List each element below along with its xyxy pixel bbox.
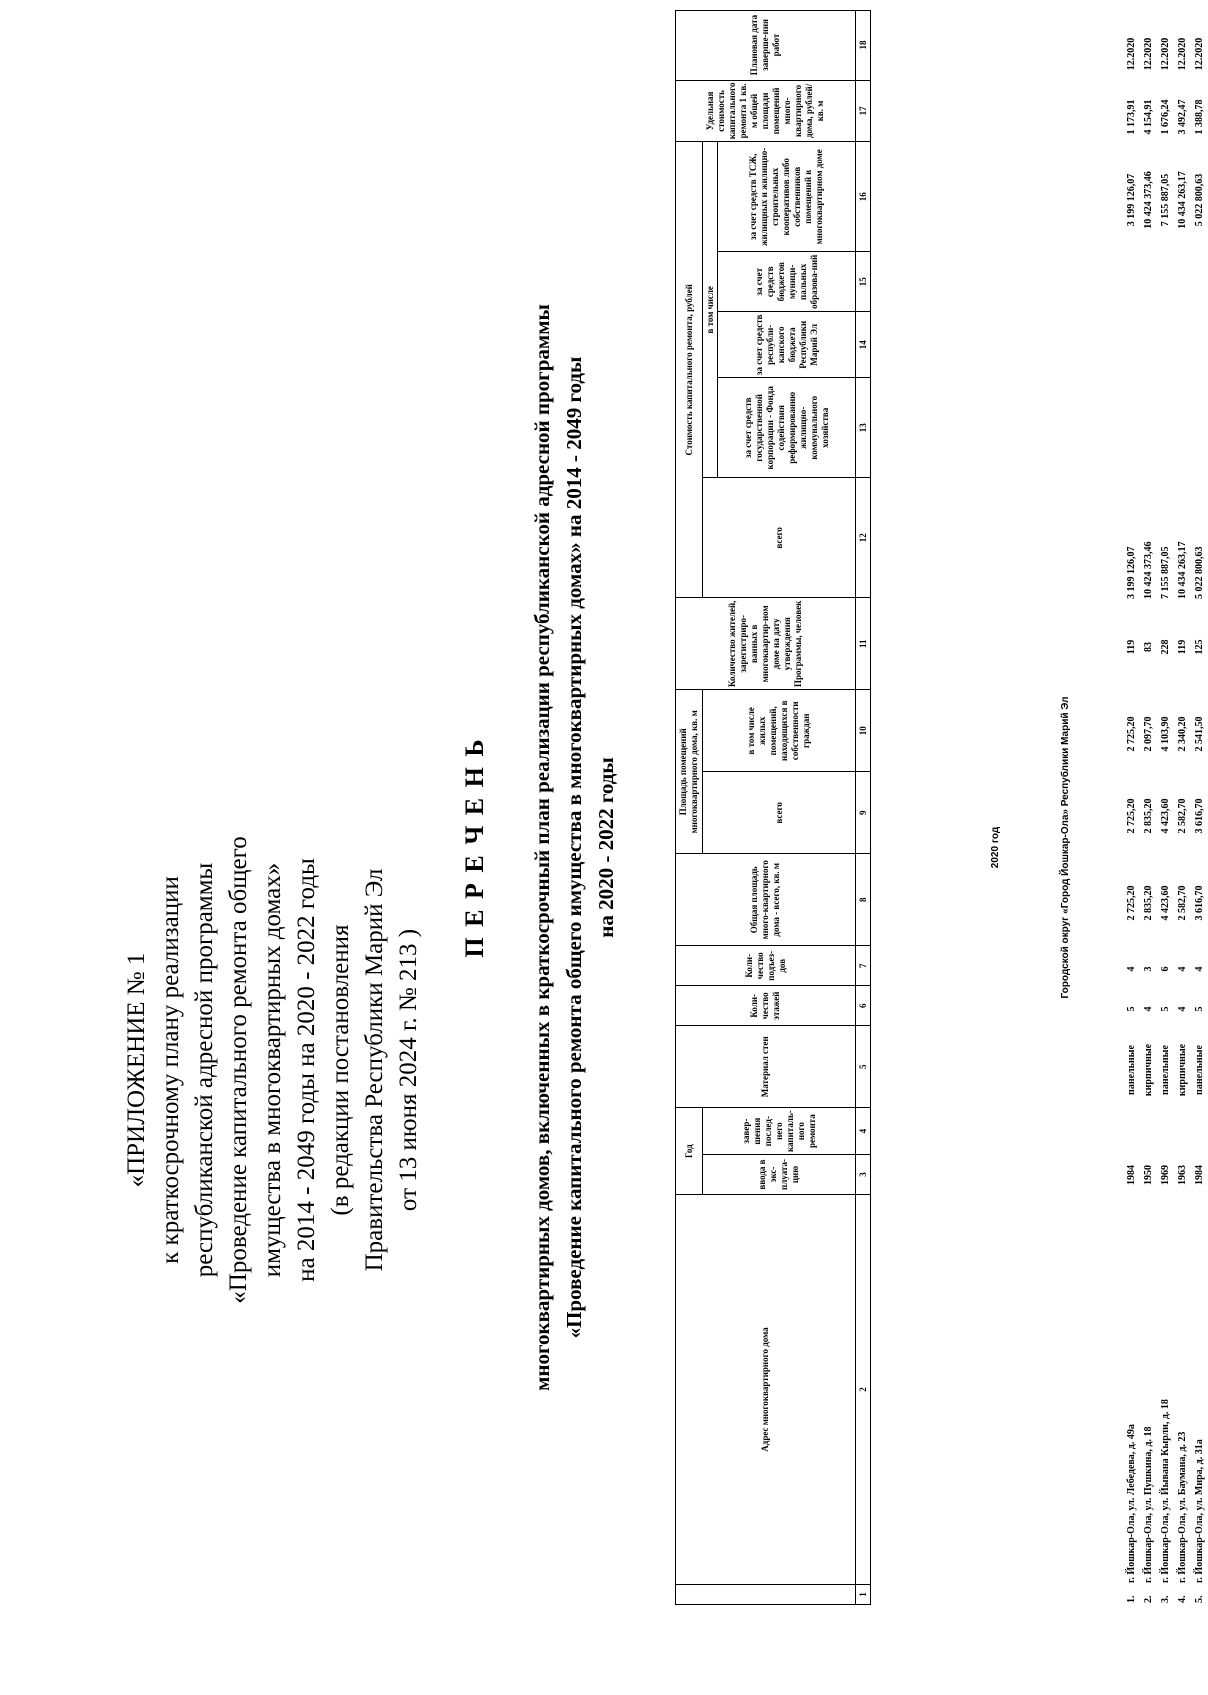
- column-number: 6: [856, 986, 871, 1026]
- empty-cell: [1140, 381, 1157, 481]
- appendix-line: (в редакции постановления: [327, 924, 354, 1216]
- empty-cell: [1157, 1111, 1174, 1155]
- header-cost: Стоимость капитального ремонта, рублей: [676, 142, 703, 598]
- planned-date-cell: 12.2020: [1160, 37, 1171, 71]
- column-number: 11: [856, 598, 871, 690]
- empty-cell: [1140, 1111, 1157, 1155]
- header-year-commission: ввода в экс-плуата-цию: [703, 1155, 856, 1195]
- total-area-cell: 2 835,20: [1143, 885, 1154, 921]
- column-number: 15: [856, 252, 871, 312]
- appendix-line: «Проведение капитального ремонта общего: [225, 836, 252, 1304]
- column-number: 13: [856, 378, 871, 478]
- appendix-line: «ПРИЛОЖЕНИЕ № 1: [123, 952, 150, 1188]
- column-number: 9: [856, 772, 871, 854]
- empty-cell: [1191, 1111, 1208, 1155]
- column-number: 12: [856, 478, 871, 598]
- table-row: [1123, 19, 1140, 1605]
- planned-date-cell: 12.2020: [1143, 37, 1154, 71]
- unit-cost-cell: 1 173,91: [1126, 99, 1137, 135]
- header-cost-total: всего: [703, 478, 856, 598]
- header-year: Год: [676, 1108, 703, 1195]
- empty-cell: [1191, 315, 1208, 381]
- entrances-cell: 3: [1143, 966, 1154, 972]
- total-area-cell: 2 725,20: [1126, 885, 1137, 921]
- unit-cost-cell: 3 492,47: [1177, 99, 1188, 135]
- entrances-cell: 4: [1126, 966, 1137, 972]
- appendix-line: Правительства Республики Марий Эл: [361, 868, 388, 1272]
- planned-date-cell: 12.2020: [1177, 37, 1188, 71]
- cost-owners-cell: 10 434 263,17: [1177, 171, 1188, 229]
- unit-cost-cell: 1 388,78: [1194, 99, 1205, 135]
- column-number: 10: [856, 690, 871, 772]
- address-cell: г. Йошкар-Ола, ул. Йывана Кырли, д. 18: [1160, 1399, 1171, 1583]
- cost-owners-cell: 3 199 126,07: [1126, 173, 1137, 227]
- total-area-cell: 4 423,60: [1160, 885, 1171, 921]
- header-cost-republic: за счет средств республи-канского бюджета Республики Марий Эл: [718, 312, 856, 378]
- column-number: 18: [856, 10, 871, 80]
- header-planned-date: Плановая дата заверше-ния работ: [676, 10, 856, 80]
- address-cell: г. Йошкар-Ола, ул. Баумана, д. 23: [1177, 1431, 1188, 1583]
- cost-total-cell: 10 434 263,17: [1177, 541, 1188, 599]
- section-year: 2020 год: [990, 826, 1001, 869]
- data-table: [1123, 19, 1208, 1605]
- cost-owners-cell: 5 022 800,63: [1194, 173, 1205, 227]
- premises-citizens-cell: 2 725,20: [1126, 716, 1137, 752]
- document-title-line: на 2020 - 2022 годы: [594, 757, 618, 938]
- table-row: [1174, 19, 1191, 1605]
- address-cell: г. Йошкар-Ола, ул. Мира, д. 31а: [1194, 1439, 1205, 1583]
- header-floors: Коли-чество этажей: [676, 986, 856, 1026]
- residents-cell: 125: [1194, 639, 1205, 655]
- year-cell: 1950: [1143, 1165, 1154, 1185]
- empty-cell: [1174, 381, 1191, 481]
- empty-cell: [1123, 315, 1140, 381]
- column-number: 7: [856, 946, 871, 986]
- empty-cell: [1123, 1111, 1140, 1155]
- year-cell: 1984: [1126, 1165, 1137, 1185]
- appendix-line: республиканской адресной программы: [191, 862, 218, 1278]
- header-empty: [676, 1585, 856, 1605]
- premises-total-cell: 4 423,60: [1160, 798, 1171, 834]
- empty-cell: [1174, 315, 1191, 381]
- header-premises-area: Площадь помещений многоквартирного дома, кв. м: [676, 690, 703, 854]
- table-row: [1140, 19, 1157, 1605]
- column-number: 17: [856, 80, 871, 142]
- header-premises-citizens: в том числе жилых помещений, находящихся в собственности граждан: [703, 690, 856, 772]
- appendix-line: от 13 июня 2024 г. № 213 ): [395, 928, 422, 1212]
- premises-total-cell: 3 616,70: [1194, 798, 1205, 834]
- empty-cell: [1157, 315, 1174, 381]
- floors-cell: 4: [1143, 1006, 1154, 1012]
- unit-cost-cell: 1 676,24: [1160, 99, 1171, 135]
- document-heading: П Е Р Е Ч Е Н Ь: [460, 737, 489, 958]
- header-premises-total: всего: [703, 772, 856, 854]
- premises-citizens-cell: 4 103,90: [1160, 716, 1171, 752]
- premises-total-cell: 2 725,20: [1126, 798, 1137, 834]
- total-area-cell: 3 616,70: [1194, 885, 1205, 921]
- material-cell: панельные: [1160, 1045, 1171, 1095]
- empty-cell: [1140, 255, 1157, 315]
- empty-cell: [1123, 381, 1140, 481]
- row-number: 3.: [1160, 1595, 1171, 1603]
- header-residents: Количество жителей, зарегистриро-ванных в многоквартир-ном доме на дату утверждения Программы, человек: [676, 598, 856, 690]
- empty-cell: [1157, 381, 1174, 481]
- header-wall-material: Материал стен: [676, 1026, 856, 1108]
- header-cost-owners: за счет средств ТСЖ, жилищных и жилищно-строительных кооперативов либо собственников помещений в многоквартирном доме: [718, 142, 856, 252]
- header-year-last-repair: завер-шения послед-него капиталь-ного ремонта: [703, 1108, 856, 1155]
- appendix-line: к краткосрочному плану реализации: [157, 876, 184, 1264]
- header-table: [675, 10, 871, 1605]
- empty-cell: [1140, 315, 1157, 381]
- total-area-cell: 2 582,70: [1177, 885, 1188, 921]
- column-number: 8: [856, 854, 871, 946]
- column-number: 2: [856, 1195, 871, 1585]
- premises-citizens-cell: 2 097,70: [1143, 716, 1154, 752]
- row-number: 1.: [1126, 1595, 1137, 1603]
- cost-total-cell: 5 022 800,63: [1194, 546, 1205, 599]
- appendix-line: имущества в многоквартирных домах»: [259, 862, 286, 1278]
- empty-cell: [1174, 1111, 1191, 1155]
- row-number: 4.: [1177, 1595, 1188, 1603]
- entrances-cell: 4: [1194, 966, 1205, 972]
- header-address: Адрес многоквартирного дома: [676, 1195, 856, 1585]
- empty-cell: [1191, 255, 1208, 315]
- planned-date-cell: 12.2020: [1126, 37, 1137, 71]
- appendix-line: на 2014 - 2049 годы на 2020 - 2022 годы: [293, 858, 320, 1282]
- empty-cell: [1157, 255, 1174, 315]
- header-total-area: Общая площадь много-квартирного дома - всего, кв. м: [676, 854, 856, 946]
- floors-cell: 4: [1177, 1006, 1188, 1012]
- empty-cell: [1191, 381, 1208, 481]
- row-number: 2.: [1143, 1595, 1154, 1603]
- table-row: [1157, 19, 1174, 1605]
- premises-citizens-cell: 2 340,20: [1177, 716, 1188, 752]
- appendix-block: [120, 445, 426, 1695]
- section-municipality: Городской округ «Город Йошкар-Ола» Республики Марий Эл: [1060, 696, 1071, 999]
- cost-total-cell: 10 424 373,46: [1143, 541, 1154, 599]
- premises-total-cell: 2 582,70: [1177, 798, 1188, 834]
- entrances-cell: 4: [1177, 966, 1188, 972]
- floors-cell: 5: [1126, 1006, 1137, 1012]
- residents-cell: 83: [1143, 642, 1154, 652]
- material-cell: панельные: [1126, 1045, 1137, 1095]
- residents-cell: 119: [1177, 639, 1188, 655]
- material-cell: кирпичные: [1143, 1043, 1154, 1097]
- year-cell: 1963: [1177, 1165, 1188, 1185]
- cost-owners-cell: 7 155 887,05: [1160, 173, 1171, 227]
- cost-owners-cell: 10 424 373,46: [1143, 171, 1154, 229]
- material-cell: панельные: [1194, 1045, 1205, 1095]
- residents-cell: 228: [1160, 639, 1171, 655]
- address-cell: г. Йошкар-Ола, ул. Лебедева, д. 49а: [1126, 1424, 1137, 1583]
- header-entrances: Коли-чество подъез-дов: [676, 946, 856, 986]
- document-title-line: «Проведение капитального ремонта общего имущества в многоквартирных домах» на 2014 - 2049 годы: [562, 356, 586, 1339]
- empty-cell: [1123, 255, 1140, 315]
- table-row: [1191, 19, 1208, 1605]
- column-number: 4: [856, 1108, 871, 1155]
- planned-date-cell: 12.2020: [1194, 37, 1205, 71]
- entrances-cell: 6: [1160, 966, 1171, 972]
- floors-cell: 5: [1160, 1006, 1171, 1012]
- floors-cell: 5: [1194, 1006, 1205, 1012]
- premises-citizens-cell: 2 541,50: [1194, 716, 1205, 752]
- year-cell: 1984: [1194, 1165, 1205, 1185]
- row-number: 5.: [1194, 1595, 1205, 1603]
- address-cell: г. Йошкар-Ола, ул. Пушкина, д. 18: [1143, 1426, 1154, 1583]
- material-cell: кирпичные: [1177, 1043, 1188, 1097]
- premises-total-cell: 2 835,20: [1143, 798, 1154, 834]
- column-number: 5: [856, 1026, 871, 1108]
- residents-cell: 119: [1126, 639, 1137, 655]
- header-cost-including: в том числе: [703, 142, 718, 478]
- cost-total-cell: 3 199 126,07: [1126, 546, 1137, 599]
- column-number: 1: [856, 1585, 871, 1605]
- empty-cell: [1174, 255, 1191, 315]
- column-number: 16: [856, 142, 871, 252]
- header-unit-cost: Удельная стоимость капитального ремонта 1 кв. м общей площади помещений много-квартирного дома, рублей/кв. м: [676, 80, 856, 142]
- column-number: 3: [856, 1155, 871, 1195]
- unit-cost-cell: 4 154,91: [1143, 99, 1154, 135]
- cost-total-cell: 7 155 887,05: [1160, 546, 1171, 599]
- header-cost-fund: за счет средств государственной корпорации - Фонда содействия реформированию жилищно-коммунального хозяйства: [718, 378, 856, 478]
- year-cell: 1969: [1160, 1165, 1171, 1185]
- document-title-line: многоквартирных домов, включенных в краткосрочный план реализации республиканской адресной программы: [530, 304, 554, 1391]
- column-number: 14: [856, 312, 871, 378]
- header-cost-municipal: за счет средств бюджетов муници-пальных образова-ний: [718, 252, 856, 312]
